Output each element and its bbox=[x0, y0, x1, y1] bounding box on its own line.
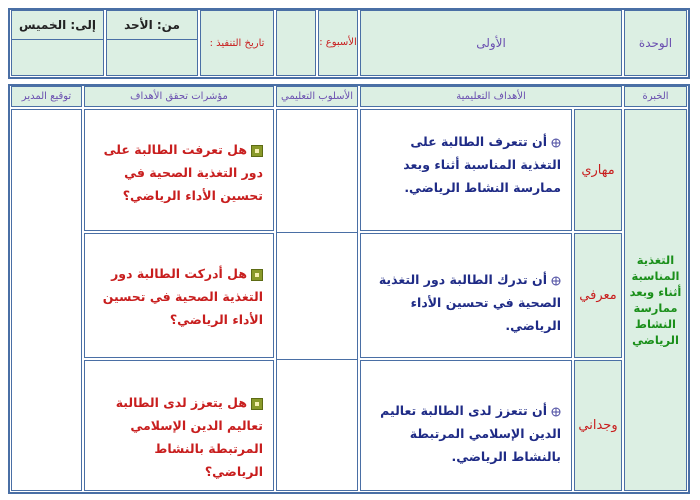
domain-label: وجداني bbox=[578, 418, 618, 433]
domain-cell-2 bbox=[574, 233, 622, 358]
col-principal-label: توقيع المدير bbox=[21, 91, 72, 102]
domain-label: معرفي bbox=[579, 288, 617, 303]
objective-cell-1 bbox=[360, 109, 572, 231]
domain-cell-3 bbox=[574, 360, 622, 491]
objective-cell-3 bbox=[360, 360, 572, 491]
indicator-text: هل تعرفت الطالبة على دور التغذية الصحية في تحسين الأداء الرياضي؟ bbox=[103, 142, 263, 203]
exec-date-label: تاريخ التنفيذ : bbox=[209, 37, 265, 49]
indicator-text-wrapper bbox=[95, 138, 263, 207]
objective-text: أن تتعزز لدى الطالبة تعاليم الدين الإسلامي المرتبطة بالنشاط الرياضي. bbox=[380, 403, 561, 464]
col-objectives-header bbox=[360, 86, 622, 107]
indicator-text: هل يتعزز لدى الطالبة تعاليم الدين الإسلامي المرتبطة بالنشاط الرياضي؟ bbox=[115, 395, 263, 479]
crosshair-bullet-icon bbox=[551, 276, 561, 286]
crosshair-bullet-icon bbox=[551, 407, 561, 417]
method-cell[interactable] bbox=[276, 109, 358, 491]
domain-cell-1 bbox=[574, 109, 622, 231]
col-method-label: الأسلوب التعليمي bbox=[280, 91, 354, 102]
square-bullet-icon bbox=[251, 145, 263, 157]
header-frame bbox=[8, 8, 690, 79]
indicator-text: هل أدركت الطالبة دور التغذية الصحية في تحسين الأداء الرياضي؟ bbox=[102, 266, 263, 327]
objective-text-wrapper bbox=[371, 130, 561, 199]
objective-text-wrapper bbox=[371, 399, 561, 468]
objective-cell-2 bbox=[360, 233, 572, 358]
from-label: من: الأحد bbox=[124, 18, 180, 32]
indicator-text-wrapper bbox=[95, 262, 263, 331]
col-objectives-label: الأهداف التعليمية bbox=[456, 91, 526, 102]
unit-value: الأولى bbox=[476, 36, 506, 50]
experience-cell bbox=[624, 109, 687, 491]
col-indicators-label: مؤشرات تحقق الأهداف bbox=[130, 91, 228, 102]
principal-signature-cell[interactable] bbox=[11, 109, 82, 491]
objective-text: أن تتعرف الطالبة على التغذية المناسبة أثناء وبعد ممارسة النشاط الرياضي. bbox=[403, 134, 561, 195]
indicator-cell-1 bbox=[84, 109, 274, 231]
indicator-cell-3 bbox=[84, 360, 274, 491]
col-method-header bbox=[276, 86, 358, 107]
objective-text-wrapper bbox=[371, 268, 561, 337]
method-divider bbox=[277, 232, 357, 233]
indicator-cell-2 bbox=[84, 233, 274, 358]
col-indicators-header bbox=[84, 86, 274, 107]
col-experience-label: الخبرة bbox=[642, 91, 669, 102]
objective-text: أن تدرك الطالبة دور التغذية الصحية في تحسين الأداء الرياضي. bbox=[378, 272, 561, 333]
square-bullet-icon bbox=[251, 269, 263, 281]
col-principal-header bbox=[11, 86, 82, 107]
domain-label: مهاري bbox=[581, 162, 615, 178]
square-bullet-icon bbox=[251, 398, 263, 410]
indicator-text-wrapper bbox=[95, 391, 263, 483]
unit-label: الوحدة bbox=[638, 36, 673, 50]
week-label: الأسبوع : bbox=[319, 37, 357, 48]
col-experience-header bbox=[624, 86, 687, 107]
method-divider bbox=[277, 359, 357, 360]
to-label: إلى: الخميس bbox=[19, 18, 96, 32]
experience-text: التغذية المناسبة أثناء وبعد ممارسة النشاط الرياضي bbox=[629, 253, 682, 347]
crosshair-bullet-icon bbox=[551, 138, 561, 148]
